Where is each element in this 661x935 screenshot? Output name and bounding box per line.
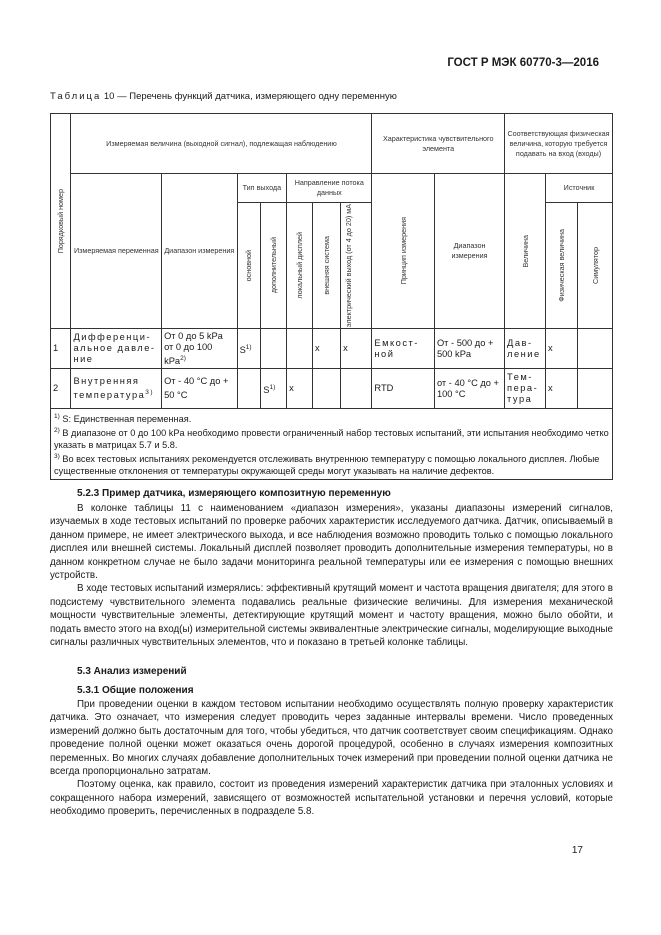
section-5-3-1-body: [50, 698, 613, 819]
header-range: Диапазон измерения: [162, 174, 237, 329]
page-number: 17: [571, 845, 583, 856]
section-5-2-3-body: [50, 502, 613, 649]
standard-header: ГОСТ Р МЭК 60770-3—2016: [447, 57, 599, 69]
header-seq-number: Порядковый номер: [51, 114, 71, 329]
header-data-flow: Направление потока данных: [287, 174, 372, 203]
header-principle: Принцип измерения: [372, 174, 435, 329]
table-row: 1 Дифференциальное давление От 0 до 5 kPa от 0 до 100 kPa$^{2)}$ $S^{1)}$ x x Емкостной От - 500 до + 500 kPa Давление x: [51, 329, 613, 369]
paragraph: В ходе тестовых испытаний измерялись: эффективный крутящий момент и частота вращения двигателя; для этого в подсистему чувствительного элемента подавались реальные физические величины. Для измерения механической мощности чувствительные элементы, детектирующие крутящий момент и частоту вращения, можно было обойти, и подать вместо этого на вход(ы) измерительной системы эквивалентные электрические сигналы, моделирующие выходные сигналы различных чувствительных элементов, что и показано в третьей колонке таблицы.: [50, 583, 614, 649]
table-row: 2 Внутренняя температура$^{3)}$ От - 40 °С до + 50 °С $S^{1)}$ x RTD от - 40 °С до + 100 °С Температура x: [51, 369, 613, 409]
table-footnotes: [51, 409, 613, 480]
section-5-3-1-title: 5.3.1 Общие положения: [77, 685, 194, 696]
header-external-system: внешняя система: [313, 203, 341, 329]
header-measured-quantity: Измеряемая величина (выходной сигнал), подлежащая наблюдению: [71, 114, 372, 174]
header-simulator: Симулятор: [578, 203, 613, 329]
sensor-functions-table: [50, 113, 613, 480]
header-quantity: Величина: [505, 174, 546, 329]
caption-word: Таблица: [50, 91, 102, 102]
section-5-3-title: 5.3 Анализ измерений: [77, 666, 187, 677]
header-sensor-range: Диапазон измерения: [434, 174, 504, 329]
caption-text: 10 — Перечень функций датчика, измеряющего одну переменную: [101, 91, 397, 102]
header-input-quantity: Соответствующая физическая величина, которую требуется подавать на вход (входы): [505, 114, 613, 174]
header-output-type: Тип выхода: [237, 174, 287, 203]
footnote-1: $^{1)}$ S: Единственная переменная.: [54, 413, 192, 425]
header-sensor-characteristic: Характеристика чувствительного элемента: [372, 114, 505, 174]
header-local-display: локальный дисплей: [287, 203, 313, 329]
paragraph: При проведении оценки в каждом тестовом испытании необходимо осуществлять полную проверку характеристик датчика. Это означает, что измерения следует проводить через заданные интервалы времени. Число проведенных измерений должно быть достаточным для того, чтобы убедиться, что датчик соответствует своим спецификациям. Однако проведение полной оценки может оказаться очень дорогой процедурой, особенно в случаях измерения композитных переменных. Во многих случаях добавление дополнительных точек измерений при проведении полной оценки датчика не всегда пропорционально затратам.: [50, 699, 613, 778]
footnote-2: $^{2)}$ В диапазоне от 0 до 100 kPa необходимо провести ограниченный набор тестовых испытаний, эти испытания необходимо четко указать в матрицах 5.7 и 5.8.: [54, 427, 609, 451]
header-physical: Физическая величина: [546, 203, 578, 329]
header-electrical-output: электрический выход (от 4 до 20) мА: [341, 203, 372, 329]
table-caption: [50, 91, 397, 102]
header-measured-variable: Измеряемая переменная: [71, 174, 162, 329]
header-source: Источник: [546, 174, 613, 203]
paragraph: Поэтому оценка, как правило, состоит из проведения измерений характеристик датчика при эталонных условиях и сокращенного набора измерений, зависящего от возможностей испытательной установки и перечня условий, которые необходимо проверить, перечисленных в подразделе 5.8.: [50, 779, 613, 818]
section-5-2-3-title: 5.2.3 Пример датчика, измеряющего композитную переменную: [77, 488, 391, 499]
paragraph: В колонке таблицы 11 с наименованием «диапазон измерения», указаны диапазоны измерений сигналов, изучаемых в ходе тестовых испытаний по проверке рабочих характеристик исследуемого датчика. Датчик, описываемый в данном примере, не имеет электрического выхода, и все наблюдения возможно проводить только с помощью локального дисплея или внешней системы. Локальный дисплей позволяет проводить дополнительные измерения температуры, но в данном конкретном случае не было задачи мониторинга реальной температуры или ее измерения с помощью внешних устройств.: [50, 503, 613, 582]
header-additional: дополнительный: [261, 203, 287, 329]
header-basic: основной: [237, 203, 261, 329]
footnote-3: $^{3)}$ Во всех тестовых испытаниях рекомендуется отслеживать внутреннюю температуру с помощью локального дисплея. Любые существенные отклонения от температуры окружающей среды могут указывать на наличие дефектов.: [54, 453, 600, 477]
